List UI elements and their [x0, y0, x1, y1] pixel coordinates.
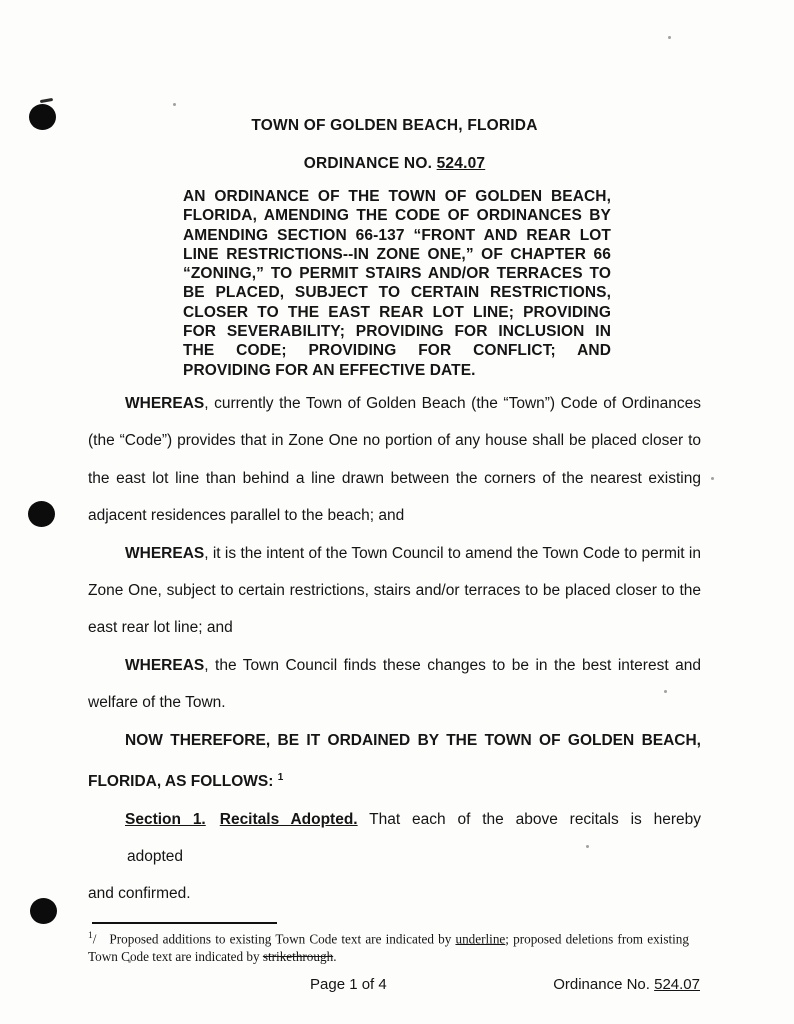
section-1-text: That each of the above recitals is hereby: [369, 810, 701, 828]
footer-ordinance-value: 524.07: [654, 976, 700, 993]
footnote-reference: 1: [277, 772, 284, 784]
ordinance-number-heading: [88, 154, 701, 173]
footnote-text: [88, 928, 689, 965]
footer-ordinance-label: Ordinance No.: [553, 976, 655, 993]
footnote-part-1: Proposed additions to existing Town Code text are indicated by: [109, 931, 456, 947]
section-1-heading: Recitals Adopted.: [219, 810, 358, 828]
pen-mark: [40, 98, 53, 103]
section-1-label: Section 1.: [125, 810, 206, 828]
whereas-lead-1: WHEREAS: [125, 394, 205, 412]
punch-hole-bottom: [30, 898, 57, 924]
footnote-marker: 1: [88, 930, 93, 941]
document-title: TOWN OF GOLDEN BEACH, FLORIDA: [251, 117, 538, 134]
scan-speckle: [711, 477, 714, 480]
recital-paragraph-1: [88, 385, 701, 535]
section-1-line-2: adopted: [127, 848, 184, 865]
recital-text-1: , currently the Town of Golden Beach (the “Town”) Code of Ordinances (the “Code”) provides that in Zone One no portion of any house shall be placed closer to the east lot line than behind a line drawn between the corners of the nearest existing adjacent residences parallel to the beach; and: [88, 394, 701, 525]
recital-paragraph-3: [88, 647, 701, 722]
footnote-marker-slash: /: [92, 931, 97, 947]
footnote-separator-rule: [92, 922, 277, 924]
ordinance-summary-paragraph: AN ORDINANCE OF THE TOWN OF GOLDEN BEACH, FLORIDA, AMENDING THE CODE OF ORDINANCES BY AMENDING SECTION 66-137 “FRONT AND REAR LOT LINE RESTRICTIONS--IN ZONE ONE,” OF CHAPTER 66 “ZONING,” TO PERMIT STAIRS AND/OR TERRACES TO BE PLACED, SUBJECT TO CERTAIN RESTRICTIONS, CLOSER TO THE EAST REAR LOT LINE; PROVIDING FOR SEVERABILITY; PROVIDING FOR INCLUSION IN THE CODE; PROVIDING FOR CONFLICT; AND PROVIDING FOR AN EFFECTIVE DATE.: [183, 188, 611, 379]
punch-hole-middle: [28, 501, 55, 527]
footnote-strikethrough-word: strikethrough: [262, 948, 334, 964]
footer-ordinance-number: [553, 976, 700, 993]
ordinance-number-label: ORDINANCE NO.: [303, 155, 437, 172]
whereas-lead-2: WHEREAS: [125, 544, 205, 562]
section-1-line-1: [88, 801, 701, 838]
enacting-clause-paragraph: [88, 722, 701, 801]
recital-text-2: , it is the intent of the Town Council to amend the Town Code to permit in Zone One, subject to certain restrictions, stairs and/or terraces to be placed closer to the east rear lot line; and: [88, 544, 701, 637]
ordinance-number-value: 524.07: [436, 155, 486, 172]
punch-hole-top: [29, 104, 56, 130]
ordinance-body: [88, 385, 701, 913]
footnote-part-3: .: [333, 948, 337, 964]
recital-paragraph-2: [88, 535, 701, 647]
enacting-clause-text: NOW THEREFORE, BE IT ORDAINED BY THE TOWN OF GOLDEN BEACH, FLORIDA, AS FOLLOWS:: [88, 731, 701, 791]
document-content: [88, 0, 701, 978]
page-number-indicator: Page 1 of 4: [310, 976, 387, 993]
footnote-underline-word: underline: [455, 931, 506, 947]
section-1-line-3: and confirmed.: [88, 885, 191, 903]
recital-text-3: , the Town Council finds these changes to be in the best interest and welfare of the Town.: [88, 656, 701, 712]
whereas-lead-3: WHEREAS: [125, 656, 205, 674]
footnote-part-2: ; proposed deletions from existing Town Code text are indicated by: [88, 931, 689, 964]
